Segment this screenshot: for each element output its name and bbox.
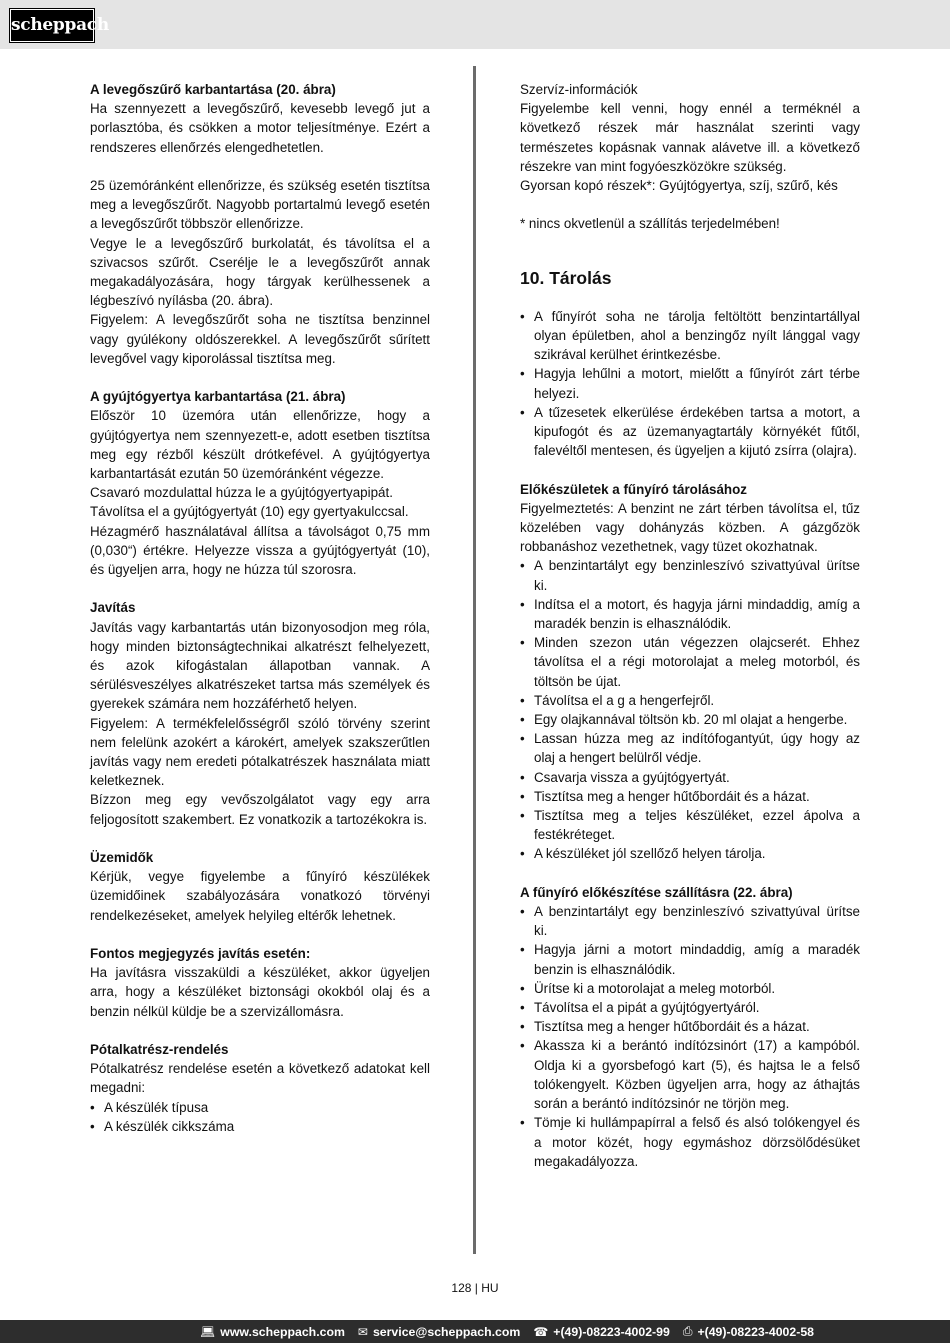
list-item: • Tömje ki hullámpapírral a felső és alsó tolókengyel és a motor közét, hogy egymáshoz dörzsölődésüket megakadályozza. bbox=[520, 1113, 860, 1171]
footer-web-text: www.scheppach.com bbox=[220, 1324, 345, 1339]
list-item: • Indítsa el a motort, és hagyja járni mindaddig, amíg a maradék benzin is elhasználódik. bbox=[520, 595, 860, 633]
section-title-spare-parts: Pótalkatrész-rendelés bbox=[90, 1042, 229, 1058]
section-title-operating-times: Üzemidők bbox=[90, 850, 154, 866]
footer-fax bbox=[683, 1324, 814, 1339]
list-item: • Távolítsa el a pipát a gyújtógyertyáról. bbox=[520, 998, 860, 1017]
footer-email-text: service@scheppach.com bbox=[372, 1324, 521, 1339]
paragraph: Gyorsan kopó részek*: Gyújtógyertya, szíj, szűrő, kés bbox=[520, 178, 838, 194]
section-title-service-info: Szervíz-információk bbox=[520, 82, 638, 97]
column-divider bbox=[473, 66, 476, 1254]
list-item: • Lassan húzza meg az indítófogantyút, úgy hogy az olaj a hengert belülről védje. bbox=[520, 729, 860, 767]
transport-prep-list bbox=[520, 902, 860, 1171]
paragraph: Távolítsa el a gyújtógyertyát (10) egy gyertyakulccsal. bbox=[90, 504, 409, 520]
list-item: • Minden szezon után végezzen olajcserét. Ehhez távolítsa el a régi motorolajat a meleg motorból, és töltsön be újat. bbox=[520, 633, 860, 691]
paragraph: Ha javításra visszaküldi a készüléket, akkor ügyeljen arra, hogy a készüléket biztonsági okokból olaj és a benzin nélkül küldje be a szervizállomásra. bbox=[90, 965, 430, 1019]
fax-icon: ⎙ bbox=[682, 1324, 693, 1338]
footer-web[interactable] bbox=[200, 1324, 345, 1339]
mail-icon: ✉ bbox=[357, 1324, 368, 1339]
section-title-repair: Javítás bbox=[90, 600, 136, 616]
paragraph: 25 üzemóránként ellenőrizze, és szükség esetén tisztítsa meg a levegőszűrőt. Nagyobb portartalmú levegő esetén a levegőszűrőt többször ellenőrizze. bbox=[90, 178, 430, 232]
paragraph: Figyelembe kell venni, hogy ennél a terméknél a következő részek már használat szerinti vagy természetes kopásnak vannak alávetve ill. a következő részekre van mint fogyóeszközökre szükség. bbox=[520, 101, 860, 174]
list-item: • A fűnyírót soha ne tárolja feltöltött benzintartállyal olyan épületben, ahol a benzingőz nyílt lánggal vagy szikrával kerülhet érintkezésbe. bbox=[520, 307, 860, 365]
footer-phone bbox=[533, 1324, 670, 1339]
list-item: • Csavarja vissza a gyújtógyertyát. bbox=[520, 768, 860, 787]
spare-parts-list bbox=[90, 1098, 430, 1136]
paragraph: Hézagmérő használatával állítsa a távolságot 0,75 mm (0,030“) értékre. Helyezze vissza a gyújtógyertyát (10), és ügyeljen arra, hogy ne húzza túl szorosra. bbox=[90, 523, 430, 578]
right-column bbox=[520, 80, 860, 1171]
page-number: 128 | HU bbox=[451, 1281, 499, 1295]
list-item: • A készüléket jól szellőző helyen tárolja. bbox=[520, 844, 860, 863]
section-title-storage-prep: Előkészületek a fűnyíró tárolásához bbox=[520, 481, 747, 497]
left-column bbox=[90, 80, 430, 1136]
list-item: • Tisztítsa meg a teljes készüléket, ezzel ápolva a festékréteget. bbox=[520, 806, 860, 844]
list-item: • Távolítsa el a g a hengerfejről. bbox=[520, 691, 860, 710]
list-item: • Tisztítsa meg a henger hűtőbordáit és a házat. bbox=[520, 1017, 860, 1036]
paragraph: Ha szennyezett a levegőszűrő, kevesebb levegő jut a porlasztóba, és csökken a motor teljesítménye. Ezért a rendszeres ellenőrzés elengedhetetlen. bbox=[90, 101, 430, 155]
page-header bbox=[0, 0, 950, 49]
footer-email[interactable] bbox=[358, 1324, 520, 1339]
list-item: • A készülék cikkszáma bbox=[90, 1117, 430, 1136]
phone-icon: ☎ bbox=[533, 1324, 549, 1339]
footnote: * nincs okvetlenül a szállítás terjedelmében! bbox=[520, 216, 780, 232]
paragraph: Javítás vagy karbantartás után bizonyosodjon meg róla, hogy minden biztonságtechnikai alkatrészt felhelyezett, és azok kifogástalan állapotban vannak. A sérülésveszélyes alkatrészeket tartsa más személyek és gyerekek számára nem hozzáférhető helyen. bbox=[90, 619, 430, 712]
paragraph: Kérjük, vegye figyelembe a fűnyíró készülékek üzemidőinek szabályozására vonatkozó törvényi rendelkezéseket, amelyek helyileg eltérők lehetnek. bbox=[90, 869, 430, 923]
list-item: • Hagyja lehűlni a motort, mielőtt a fűnyírót zárt térbe helyezi. bbox=[520, 364, 860, 402]
section-title-transport-prep: A fűnyíró előkészítése szállításra (22. ábra) bbox=[520, 884, 793, 900]
footer-fax-text: +(49)-08223-4002-58 bbox=[697, 1324, 814, 1339]
storage-list bbox=[520, 307, 860, 461]
paragraph: Bízzon meg egy vevőszolgálatot vagy egy arra feljogosított szakembert. Ez vonatkozik a tartozékokra is. bbox=[90, 792, 430, 827]
list-item: • Tisztítsa meg a henger hűtőbordáit és a házat. bbox=[520, 787, 860, 806]
footer-phone-text: +(49)-08223-4002-99 bbox=[553, 1324, 670, 1339]
brand-logo: scheppach bbox=[10, 9, 94, 42]
section-title-storage: 10. Tárolás bbox=[520, 267, 612, 288]
section-title-spark-plug: A gyújtógyertya karbantartása (21. ábra) bbox=[90, 389, 346, 405]
paragraph: Először 10 üzemóra után ellenőrizze, hogy a gyújtógyertya nem szennyezett-e, adott esetben tisztítsa meg egy rézből készült drótkefével. A gyújtógyertya karbantartását ezután 50 üzemóránként végezze. bbox=[90, 408, 430, 482]
list-item: • Hagyja járni a motort mindaddig, amíg a maradék benzin is elhasználódik. bbox=[520, 940, 860, 978]
list-item: • A tűzesetek elkerülése érdekében tartsa a motort, a kipufogót és az üzemanyagtartály környékét fűtől, falevéltől mentesen, és ügyeljen a kijutó zsírra (olajra). bbox=[520, 403, 860, 461]
monitor-icon: 💻︎ bbox=[200, 1324, 216, 1339]
page-footer bbox=[0, 1320, 950, 1343]
list-item: • A benzintartályt egy benzinleszívó szivattyúval ürítse ki. bbox=[520, 556, 860, 594]
storage-prep-list bbox=[520, 556, 860, 863]
paragraph: Figyelem: A termékfelelősségről szóló törvény szerint nem felelünk azokért a károkért, amelyek szakszerűtlen javítás vagy nem eredeti pótalkatrészek használata miatt keletkeznek. bbox=[90, 715, 430, 789]
paragraph: Vegye le a levegőszűrő burkolatát, és távolítsa el a szivacsos szűrőt. Cserélje le a levegőszűrőt annak megakadályozására, hogy tárgyak kerülhessenek a légbeszívó nyílásba (20. ábra). bbox=[90, 235, 430, 309]
paragraph: Figyelmeztetés: A benzint ne zárt térben távolítsa el, tűz közelében vagy dohányzás közben. A gázgőzök robbanáshoz vezethetnek, vagy tüzet okozhatnak. bbox=[520, 500, 860, 555]
list-item: • Ürítse ki a motorolajat a meleg motorból. bbox=[520, 979, 860, 998]
section-title-repair-note: Fontos megjegyzés javítás esetén: bbox=[90, 946, 311, 962]
paragraph: Csavaró mozdulattal húzza le a gyújtógyertyapipát. bbox=[90, 485, 393, 501]
paragraph: Pótalkatrész rendelése esetén a következő adatokat kell megadni: bbox=[90, 1061, 430, 1096]
list-item: • Egy olajkannával töltsön kb. 20 ml olajat a hengerbe. bbox=[520, 710, 860, 729]
list-item: • A benzintartályt egy benzinleszívó szivattyúval ürítse ki. bbox=[520, 902, 860, 940]
paragraph: Figyelem: A levegőszűrőt soha ne tisztítsa benzinnel vagy gyúlékony oldószerekkel. A levegőszűrőt sűrített levegővel vagy kiporolással tisztítsa meg. bbox=[90, 312, 430, 366]
list-item: • Akassza ki a berántó indítózsinórt (17) a kampóból. Oldja ki a gyorsbefogó kart (5), és hajtsa le a felső tolókengyelt. Közben ügyeljen arra, hogy az áthajtás során a berántó indítózsinór ne törjön meg. bbox=[520, 1036, 860, 1113]
section-title-air-filter: A levegőszűrő karbantartása (20. ábra) bbox=[90, 82, 336, 97]
list-item: • A készülék típusa bbox=[90, 1098, 430, 1117]
